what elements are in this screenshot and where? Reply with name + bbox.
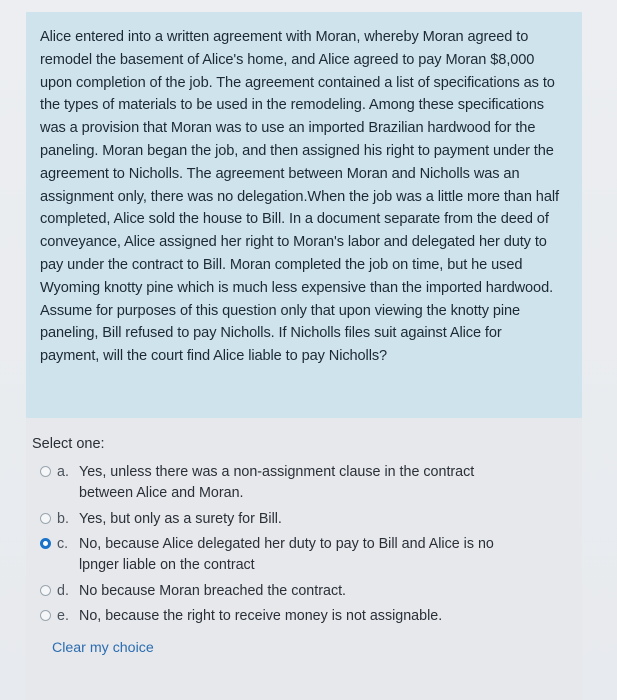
- option-a-text: Yes, unless there was a non-assignment clause in the contract between Alice and Moran.: [79, 464, 475, 501]
- option-e-text: No, because the right to receive money is not assignable.: [79, 608, 443, 624]
- option-b-text: Yes, but only as a surety for Bill.: [79, 511, 282, 527]
- answer-area: [26, 418, 582, 700]
- option-e-letter: e.: [57, 608, 69, 624]
- option-d-letter: d.: [57, 583, 69, 599]
- select-one-label: Select one:: [32, 436, 105, 452]
- option-b[interactable]: [40, 509, 519, 530]
- radio-b-icon[interactable]: [40, 513, 51, 524]
- clear-choice-link[interactable]: Clear my choice: [52, 640, 154, 656]
- option-c-text: No, because Alice delegated her duty to pay to Bill and Alice is no lpnger liable on the contract: [79, 536, 494, 573]
- option-d-text: No because Moran breached the contract.: [79, 583, 347, 599]
- option-e[interactable]: [40, 606, 519, 627]
- radio-a-icon[interactable]: [40, 466, 51, 477]
- option-b-letter: b.: [57, 511, 69, 527]
- radio-d-icon[interactable]: [40, 585, 51, 596]
- radio-e-icon[interactable]: [40, 610, 51, 621]
- radio-c-selected-icon[interactable]: [40, 538, 51, 549]
- option-c-letter: c.: [57, 536, 69, 552]
- option-d[interactable]: [40, 581, 519, 602]
- question-text: Alice entered into a written agreement with Moran, whereby Moran agreed to remodel the basement of Alice's home, and Alice agreed to pay Moran $8,000 upon completion of the job. The agreement contained a list of specifications as to the types of materials to be used in the remodeling. Among these specifications was a provision that Moran was to use an imported Brazilian hardwood for the paneling. Moran began the job, and then assigned his right to payment under the agreement to Nicholls. The agreement between Moran and Nicholls was an assignment only, there was no delegation.When the job was a little more than half completed, Alice sold the house to Bill. In a document separate from the deed of conveyance, Alice assigned her right to Moran's labor and delegated her duty to pay under the contract to Bill. Moran completed the job on time, but he used Wyoming knotty pine which is much less expensive than the imported hardwood. Assume for purposes of this question only that upon viewing the knotty pine paneling, Bill refused to pay Nicholls. If Nicholls files suit against Alice for payment, will the court find Alice liable to pay Nicholls?: [40, 29, 559, 365]
- option-c[interactable]: [40, 534, 519, 576]
- option-a[interactable]: [40, 462, 499, 504]
- question-box: [26, 12, 582, 418]
- option-a-letter: a.: [57, 464, 69, 480]
